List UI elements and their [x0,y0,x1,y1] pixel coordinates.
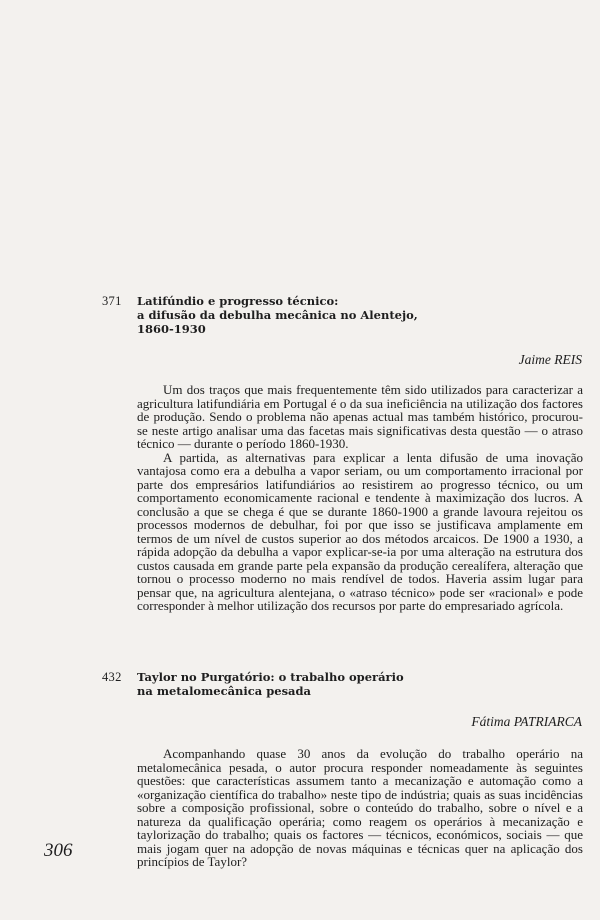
entry-author: Fátima PATRIARCA [471,714,582,729]
entry-author: Jaime REIS [518,352,582,367]
title-line: a difusão da debulha mecânica no Alentejo, [137,308,418,322]
abstract-paragraph: Acompanhando quase 30 anos da evolução do trabalho operário na metalomecânica pesada, o autor procura responder nomeadamente às seguintes questões: que características assumem tanto a mecanização e automação como a «organização científica do trabalho» neste tipo de indústria; quais as suas incidências sobre a composição profissional, sobre o conteúdo do trabalho, sobre o nível e a natureza da qualificação operária; como reagem os operários à mecanização e taylorização do trabalho; quais os factores — técnicos, económicos, sociais — que mais jogam quer na adopção de novas máquinas e técnicas quer na aplicação dos princípios de Taylor? [137,746,583,869]
title-line: Taylor no Purgatório: o trabalho operário [137,670,404,684]
abstract-text [137,747,583,869]
entry-number: 371 [102,294,122,308]
entry-title [137,294,447,336]
title-line: na metalomecânica pesada [137,684,312,698]
abstract-paragraph: Um dos traços que mais frequentemente têm sido utilizados para caracterizar a agricultura latifundiária em Portugal é o da sua ineficiência na utilização dos factores de produção. Sendo o problema não apenas actual mas também histórico, procurou-se neste artigo analisar uma das facetas mais significativas desta questão — o atraso técnico — durante o período 1860-1930. [137,382,583,451]
abstract-paragraph: A partida, as alternativas para explicar a lenta difusão de uma inovação vantajosa como era a debulha a vapor seriam, ou um comportamento irracional por parte dos empresários latifundiários ao resistirem ao progresso técnico, ou um comportamento economicamente racional e tendente à maximização dos lucros. A conclusão a que se chega é que se durante 1860-1900 a grande lavoura rejeitou os processos modernos de debulhar, foi por que isso se justificava amplamente em termos de um nível de custos superior ao dos métodos arcaicos. De 1900 a 1930, a rápida adopção da debulha a vapor explicar-se-ia por uma alteração na estrutura dos custos causada em grande parte pela expansão da produção cerealífera, alteração que tornou o processo moderno no mais rendível de todos. Haveria assim lugar para pensar que, na agricultura alentejana, o «atraso técnico» pode ser «racional» e pode corresponder à melhor utilização dos recursos por parte do empresariado agrícola. [137,449,583,613]
page-number: 306 [44,840,73,861]
title-line: Latifúndio e progresso técnico: [137,294,339,308]
abstract-text [137,383,583,613]
entry-number: 432 [102,670,122,684]
title-line: 1860-1930 [137,322,206,336]
entry-title [137,670,447,698]
